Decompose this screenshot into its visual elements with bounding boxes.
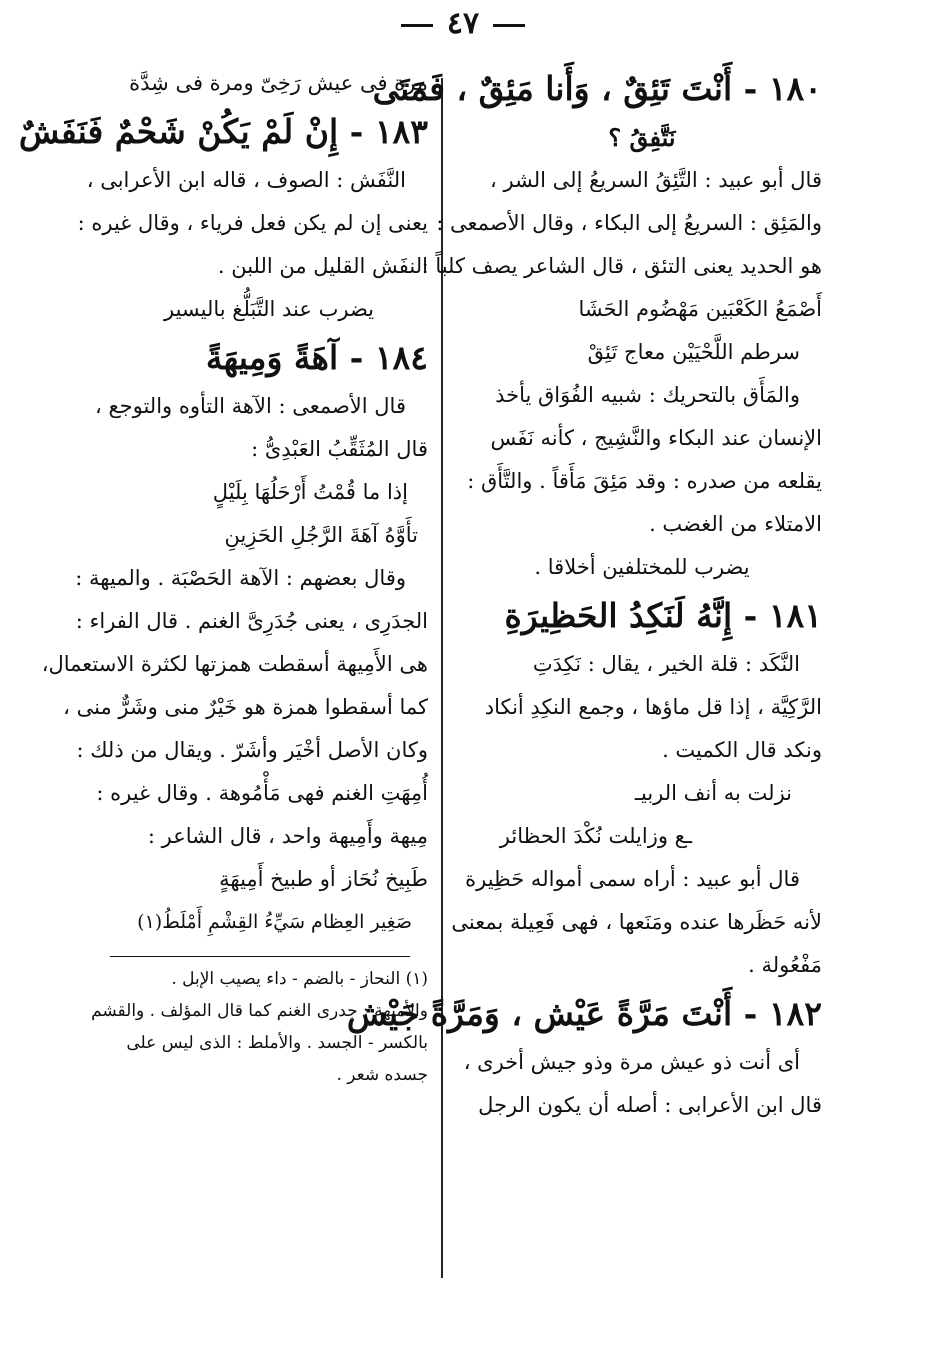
entry-183-line: النفَش القليل من اللبن . [217, 254, 428, 278]
entry-184-line: كما أسقطوا همزة هو خَيْرٌ منى وشَرٌّ منى ، [63, 695, 428, 719]
entry-181-line: لأنه حَظَرها عنده ومَنَعها ، فهى فَعِيلة بمعنى [451, 910, 822, 934]
page-number-text: ٤٧ [446, 6, 480, 41]
entry-181-line: الرَّكِيَّة ، إذا قل ماؤها ، وجمع النكِدِ أنكاد [484, 695, 822, 719]
entry-183-line: النَّفَش : الصوف ، قاله ابن الأعرابى ، [86, 168, 406, 192]
entry-180-line: قال أبو عبيد : التَّئِقُ السريعُ إلى الشر ، [490, 168, 822, 192]
left-column [18, 62, 428, 1091]
entry-183-heading: ١٨٣ - إِنْ لَمْ يَكُنْ شَحْمٌ فَنَفَشٌ [18, 112, 428, 151]
entry-180-verse: سرطم اللَّحْيَيْن معاج تَئِقْ [587, 340, 800, 364]
page-number-dash-right [493, 24, 525, 27]
entry-180-line: هو الحديد يعنى التئق ، قال الشاعر يصف كلباً : [421, 254, 822, 278]
entry-180-line: والمَئِق : السريعُ إلى البكاء ، وقال الأصمعى : [436, 211, 822, 235]
entry-180-verse: أَصْمَعُ الكَعْبَين مَهْضُوم الحَشَا [578, 297, 822, 321]
entry-181-verse: نزلت به أنف الربيـ [634, 781, 792, 805]
entry-182-continuation: مرة فى عيش رَخِىّ ومرة فى شِدَّة [129, 71, 428, 95]
entry-181-heading: ١٨١ - إِنَّهُ لَنَكِدُ الحَظِيرَةِ [504, 596, 822, 635]
entry-183-line: يعنى إن لم يكن فعل فرياء ، وقال غيره : [77, 211, 428, 235]
entry-184-verse: تأَوَّهُ آهَةَ الرَّجُلِ الحَزِينِ [224, 523, 418, 547]
entry-182-line: قال ابن الأعرابى : أصله أن يكون الرجل [478, 1093, 822, 1117]
entry-182-line: أى أنت ذو عيش مرة وذو جيش أخرى ، [463, 1050, 800, 1074]
entry-184-line: وكان الأصل أخْيَر وأشَرّ . ويقال من ذلك : [76, 738, 428, 762]
entry-180-heading: ١٨٠ - أَنْتَ تَئِقٌ ، وَأَنا مَئِقٌ ، فَمَتَى [372, 69, 822, 108]
entry-181-verse: ـع وزايلت نُكْدَ الحظائر [499, 824, 692, 848]
entry-184-line: قال الأصمعى : الآهة التأوه والتوجع ، [95, 394, 406, 418]
entry-182-heading: ١٨٢ - أَنْتَ مَرَّةً عَيْش ، وَمَرَّةً جَيْش [346, 994, 822, 1033]
entry-184-line: وقال بعضهم : الآهة الحَصْبَة . والميهة : [75, 566, 406, 590]
page-number-dash-left [401, 24, 433, 27]
entry-180-heading-cont: نَتَّفِقُ ؟ [608, 123, 676, 152]
entry-180-line: الامتلاء من الغضب . [649, 512, 822, 536]
entry-184-verse: طَبِيخ نُحَاز أو طبيخ أَمِيهَةٍ [219, 867, 428, 891]
footnote-rule [110, 956, 410, 957]
entry-180-line: والمَأَق بالتحريك : شبيه الفُوَاق يأخذ [495, 383, 800, 407]
entry-183-proverb: يضرب عند التَّبَلُّغ باليسير [164, 297, 374, 321]
entry-184-line: أُمِهَتِ الغنم فهى مَأْمُوهة . وقال غيره : [96, 781, 428, 805]
entry-180-line: الإنسان عند البكاء والنَّشِيج ، كأنه نَفَس [490, 426, 822, 450]
footnote-line: جسده شعر . [336, 1065, 428, 1085]
entry-181-line: ونكد قال الكميت . [662, 738, 822, 762]
entry-181-line: مَفْعُولة . [748, 953, 822, 977]
footnote-line: والأميهة : جدرى الغنم كما قال المؤلف . والقشم [91, 1001, 428, 1021]
entry-181-line: النَّكَد : قلة الخير ، يقال : نَكِدَتِ [532, 652, 800, 676]
entry-180-line: يقلعه من صدره : وقد مَئِقَ مَأَقاً . والتَّأَق : [467, 469, 822, 493]
footnote-line: بالكسر - الجسد . والأملط : الذى ليس على [126, 1033, 428, 1053]
entry-184-heading: ١٨٤ - آهَةً وَمِيهَةً [205, 338, 428, 377]
entry-184-line: هى الأَمِيهة أسقطت همزتها لكثرة الاستعمال، [41, 652, 428, 676]
entry-184-line: الجدَرِى ، يعنى جُدَرِىَّ الغنم . قال الفراء : [75, 609, 428, 633]
entry-184-verse: صَغِير العِظام سَيِّءُ القِشْمِ أَمْلَطُ(١) [137, 911, 412, 933]
entry-180-proverb: يضرب للمختلفين أخلاقا . [534, 555, 750, 579]
entry-184-line: قال المُثَقِّبُ العَبْدِىُّ : [251, 437, 428, 461]
entry-181-line: قال أبو عبيد : أراه سمى أمواله حَظِيرة [465, 867, 800, 891]
page-number [0, 6, 926, 41]
entry-184-line: مِيهة وأَمِيهة واحد ، قال الشاعر : [147, 824, 428, 848]
entry-184-verse: إذا ما قُمْتُ أَرْحَلُهَا بِلَيْلٍ [212, 480, 408, 504]
footnote-line: (١) النحاز - بالضم - داء يصيب الإبل . [171, 969, 428, 989]
